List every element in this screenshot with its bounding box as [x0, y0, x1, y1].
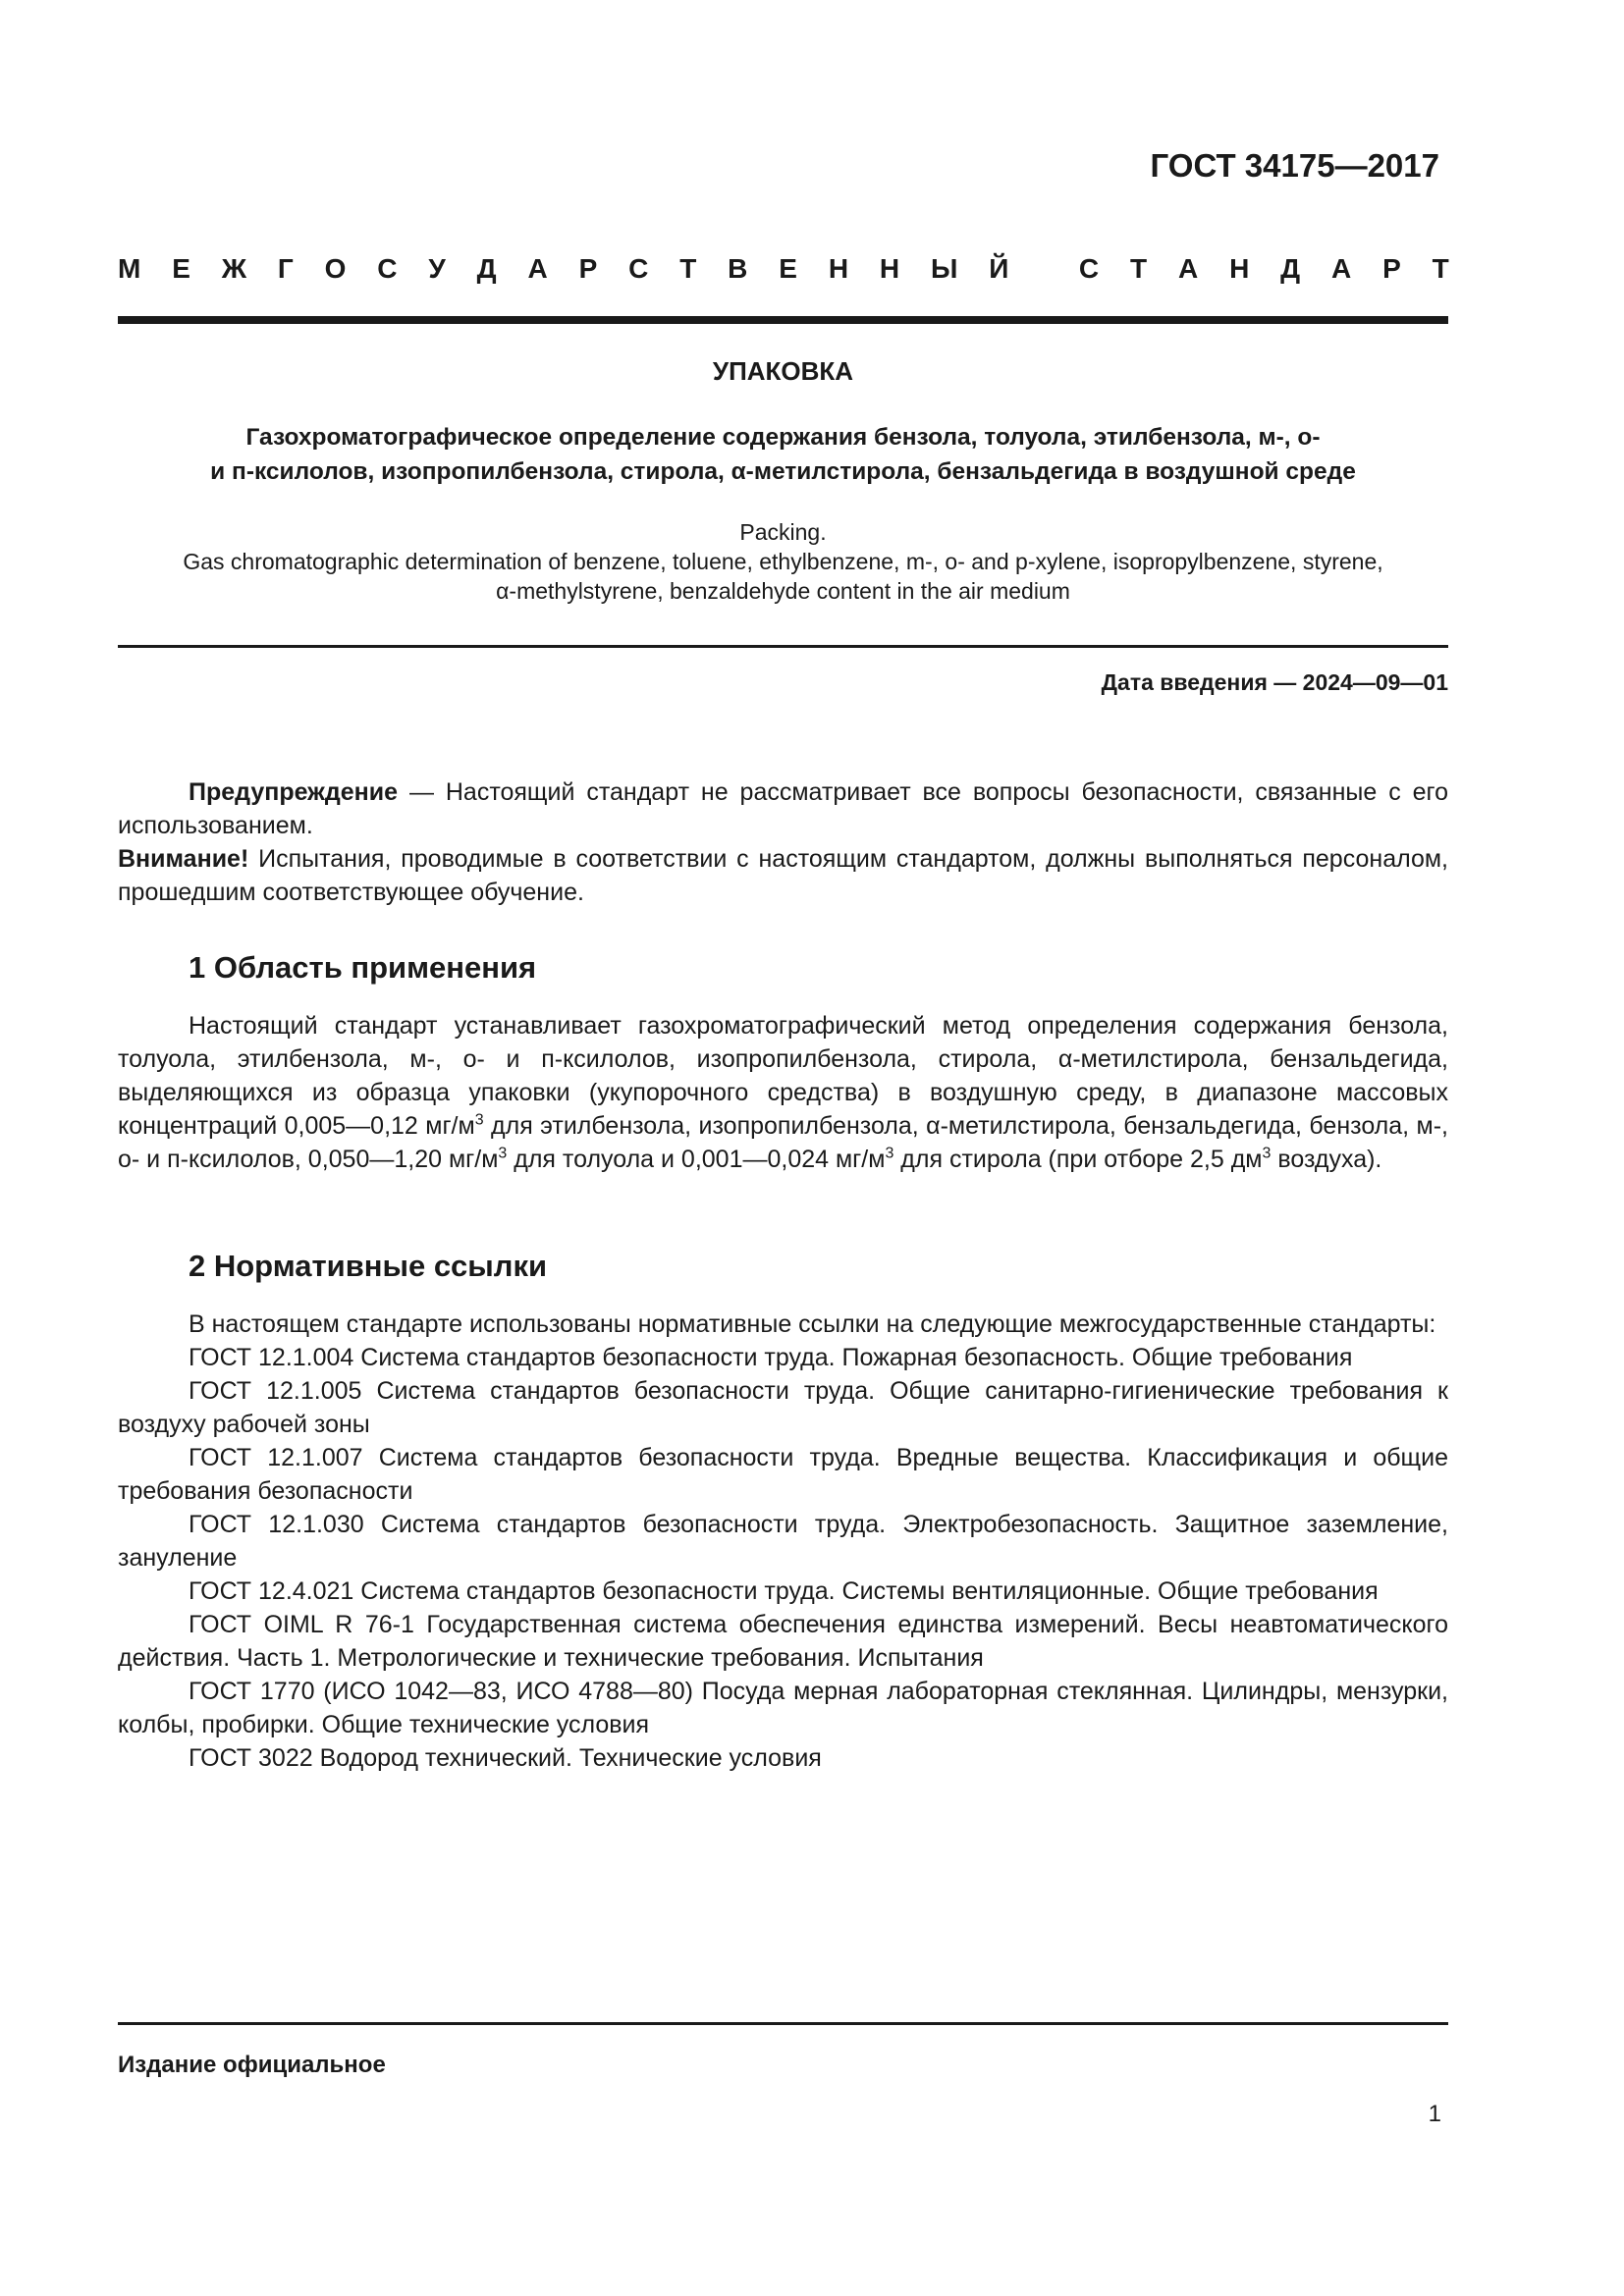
banner-letter: Е: [779, 253, 797, 284]
banner-letter: Ж: [221, 253, 247, 284]
banner-letter: Т: [1130, 253, 1148, 284]
banner-letter: С: [628, 253, 649, 284]
banner-letter: А: [527, 253, 548, 284]
banner-letter: С: [377, 253, 398, 284]
reference-item: ГОСТ 3022 Водород технический. Технические условия: [189, 1744, 822, 1772]
banner-letter: Й: [989, 253, 1009, 284]
scope-text: для толуола и 0,001—0,024 мг/м: [507, 1146, 886, 1173]
document-title: УПАКОВКА: [712, 356, 854, 386]
banner-letter: С: [1078, 253, 1100, 284]
official-edition-label: Издание официальное: [118, 2052, 386, 2078]
document-subtitle: [118, 420, 1448, 489]
banner-letter: О: [324, 253, 347, 284]
warning-paragraph: [118, 775, 1448, 842]
banner-letter: Р: [578, 253, 598, 284]
superscript: 3: [498, 1145, 508, 1162]
banner-letter: Р: [1382, 253, 1401, 284]
reference-item: ГОСТ 12.1.030 Система стандартов безопасности труда. Электробезопасность. Защитное заземление, зануление: [118, 1511, 1448, 1572]
reference-item: ГОСТ 12.1.004 Система стандартов безопасности труда. Пожарная безопасность. Общие требования: [189, 1344, 1353, 1371]
warnings-block: [118, 775, 1448, 909]
banner-letter: Д: [1280, 253, 1301, 284]
banner-letter: Д: [476, 253, 497, 284]
attention-label: Внимание!: [118, 845, 249, 873]
introduction-date: Дата введения — 2024—09—01: [1101, 669, 1448, 695]
gost-number: ГОСТ 34175—2017: [1150, 147, 1439, 184]
reference-item: ГОСТ 1770 (ИСО 1042—83, ИСО 4788—80) Посуда мерная лабораторная стеклянная. Цилиндры, мензурки, колбы, пробирки. Общие технические условия: [118, 1678, 1448, 1738]
english-title-line: Gas chromatographic determination of benzene, toluene, ethylbenzene, m-, o- and p-xylene, isopropylbenzene, styrene,: [183, 549, 1383, 574]
superscript: 3: [474, 1111, 484, 1129]
subtitle-line: и п-ксилолов, изопропилбензола, стирола, α-метилстирола, бензальдегида в воздушной среде: [210, 458, 1356, 485]
superscript: 3: [1262, 1145, 1272, 1162]
english-title-line: Packing.: [739, 519, 827, 545]
warning-text: — Настоящий стандарт не рассматривает все вопросы безопасности, связанные с его использованием.: [118, 778, 1448, 839]
banner-gap: [1040, 253, 1048, 285]
superscript: 3: [885, 1145, 894, 1162]
scope-text: для стирола (при отборе 2,5 дм: [893, 1146, 1263, 1173]
banner-letter: Ы: [931, 253, 958, 284]
footer-rule: [118, 2022, 1448, 2025]
banner-letter: У: [428, 253, 446, 284]
reference-item: ГОСТ 12.4.021 Система стандартов безопасности труда. Системы вентиляционные. Общие требования: [189, 1577, 1379, 1605]
warning-label: Предупреждение: [189, 778, 399, 806]
scope-paragraph: [118, 1009, 1448, 1176]
banner-letter: Н: [879, 253, 900, 284]
title-rule: [118, 645, 1448, 648]
english-title-line: α-methylstyrene, benzaldehyde content in the air medium: [496, 578, 1070, 604]
section-2-heading: 2 Нормативные ссылки: [189, 1249, 548, 1283]
reference-item: ГОСТ 12.1.007 Система стандартов безопасности труда. Вредные вещества. Классификация и общие требования безопасности: [118, 1444, 1448, 1505]
banner-letter: В: [728, 253, 748, 284]
banner-letter: Т: [1432, 253, 1449, 284]
banner-letter: А: [1330, 253, 1352, 284]
banner-letter: Н: [1229, 253, 1250, 284]
reference-item: ГОСТ 12.1.005 Система стандартов безопасности труда. Общие санитарно-гигиенические требования к воздуху рабочей зоны: [118, 1377, 1448, 1438]
section-1-heading: 1 Область применения: [189, 950, 537, 985]
subtitle-line: Газохроматографическое определение содержания бензола, толуола, этилбензола, м-, о-: [245, 424, 1321, 451]
header-rule: [118, 316, 1448, 324]
references-intro: В настоящем стандарте использованы нормативные ссылки на следующие межгосударственные стандарты:: [189, 1310, 1436, 1338]
attention-text: Испытания, проводимые в соответствии с настоящим стандартом, должны выполняться персоналом, прошедшим соответствующее обучение.: [118, 845, 1448, 906]
scope-text: воздуха).: [1271, 1146, 1382, 1173]
reference-item: ГОСТ OIML R 76-1 Государственная система обеспечения единства измерений. Весы неавтоматического действия. Часть 1. Метрологические и технические требования. Испытания: [118, 1611, 1448, 1672]
page-number: 1: [1428, 2101, 1441, 2127]
section-2-body: [118, 1308, 1448, 1775]
attention-paragraph: [118, 842, 1448, 909]
section-1-body: [118, 1009, 1448, 1176]
banner-letter: А: [1177, 253, 1199, 284]
standard-banner: [118, 253, 1449, 285]
scope-text: Настоящий стандарт устанавливает газохроматографический метод определения содержания бензола, толуола, этилбензола, м-, о- и п-ксилолов, изопропилбензола, стирола, α-метилстирола, бензальдегида, выделяющихся из образца упаковки (укупорочного средства) в воздушную среду, в диапазоне массовых концентраций 0,005—0,12 мг/м: [118, 1012, 1448, 1140]
banner-letter: Г: [277, 253, 294, 284]
banner-letter: М: [118, 253, 141, 284]
banner-letter: Н: [828, 253, 849, 284]
banner-letter: Е: [172, 253, 190, 284]
english-title: [118, 517, 1448, 606]
scope-text: для этилбензола, изопропилбензола, α-метилстирола, бензальдегида, бензола, м-, о- и п-ксилолов, 0,050—1,20 мг/м: [118, 1112, 1449, 1173]
banner-letter: Т: [679, 253, 697, 284]
